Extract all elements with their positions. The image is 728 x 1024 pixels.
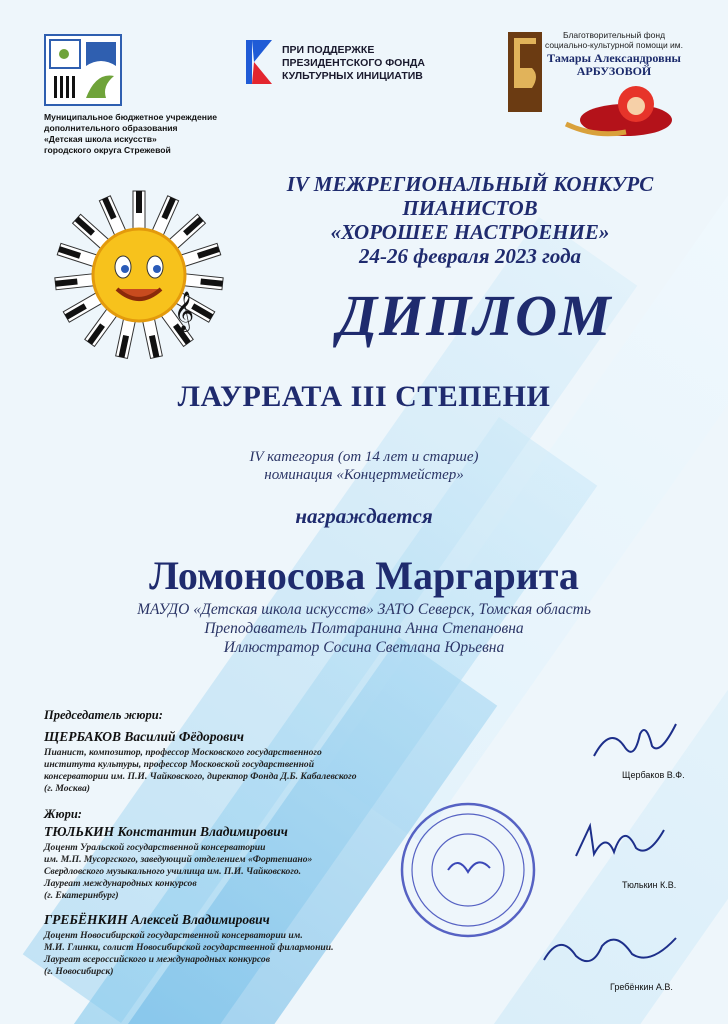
foundation-caption: Благотворительный фонд социально-культурной помощи им. — [544, 30, 684, 50]
official-stamp — [398, 800, 538, 940]
signature-member-2 — [540, 926, 680, 976]
jury-member-1-desc: Доцент Уральской государственной консерватории им. М.П. Мусоргского, заведующий отделением «Фортепиано» Свердловского музыкального училища им. П.И. Чайковского. Лауреат международных конкурсов (г. Екатеринбург) — [44, 842, 313, 901]
signature-chair-name: Щербаков В.Ф. — [622, 770, 685, 780]
jury-chair-label: Председатель жюри: — [44, 708, 163, 722]
contest-title: IV МЕЖРЕГИОНАЛЬНЫЙ КОНКУРС ПИАНИСТОВ «ХОРОШЕЕ НАСТРОЕНИЕ» 24-26 февраля 2023 года — [286, 172, 654, 268]
signature-member-1-name: Тюлькин К.В. — [622, 880, 677, 890]
jury-chair-name: ЩЕРБАКОВ Василий Фёдорович — [44, 729, 244, 744]
sun-piano-illustration — [54, 190, 224, 360]
signature-member-1 — [570, 812, 670, 872]
recipient-details: МАУДО «Детская школа искусств» ЗАТО Северск, Томская область Преподаватель Полтаранина Анна Степановна Иллюстратор Сосина Светлана Юрьевна — [137, 601, 591, 656]
svg-text:𝄞: 𝄞 — [174, 291, 195, 331]
pfki-icon — [246, 40, 274, 86]
school-logo — [44, 34, 122, 106]
awarded-label: награждается — [295, 504, 433, 528]
presidential-fund-logo: ПРИ ПОДДЕРЖКЕ ПРЕЗИДЕНТСКОГО ФОНДА КУЛЬТУРНЫХ ИНИЦИАТИВ — [246, 40, 425, 86]
jury-member-2-name: ГРЕБЁНКИН Алексей Владимирович — [44, 912, 270, 927]
jury-chair-desc: Пианист, композитор, профессор Московского государственного института культуры, профессор Московской государственной консерватории им. П.И. Чайковского, директор Фонда Д.Б. Кабалевского (г. Москва) — [44, 747, 357, 794]
diploma-title: ДИПЛОМ — [337, 283, 613, 348]
foundation-name: Тамары Александровны АРБУЗОВОЙ — [547, 51, 681, 78]
jury-member-1-name: ТЮЛЬКИН Константин Владимирович — [44, 824, 288, 839]
laureate-degree: ЛАУРЕАТА III СТЕПЕНИ — [177, 380, 551, 413]
jury-member-2-desc: Доцент Новосибирской государственной консерватории им. М.И. Глинки, солист Новосибирской государственной филармонии. Лауреат всероссийского и международных конкурсов (г. Новосибирск) — [44, 930, 334, 977]
jury-members-label: Жюри: — [44, 807, 82, 821]
school-name: Муниципальное бюджетное учреждение дополнительного образования «Детская школа искусств» городского округа Стрежевой — [44, 112, 218, 155]
category-nomination: IV категория (от 14 лет и старше) номинация «Концертмейстер» — [249, 449, 479, 483]
signature-member-2-name: Гребёнкин А.В. — [610, 982, 673, 992]
arbuzova-foundation-logo — [506, 28, 684, 140]
signature-chair — [590, 716, 680, 766]
recipient-name: Ломоносова Маргарита — [149, 553, 579, 598]
